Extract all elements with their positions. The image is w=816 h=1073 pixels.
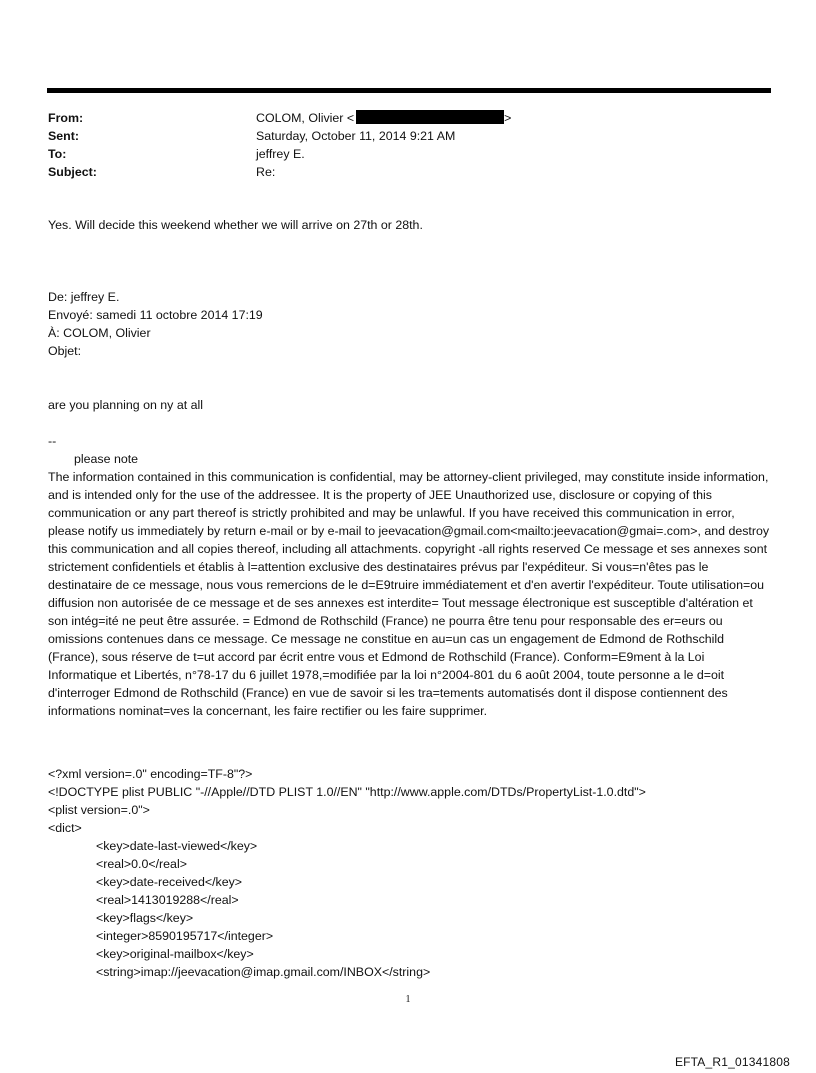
xml-line: <plist version=.0"> [48, 803, 150, 817]
xml-outer-lines [48, 765, 770, 837]
quoted-subject: Objet: [48, 344, 82, 358]
from-value [256, 109, 748, 127]
xml-inner-line: <integer>8590195717</integer> [96, 929, 274, 943]
from-row [48, 109, 748, 127]
please-note: please note [74, 452, 139, 466]
from-close: > [504, 111, 512, 125]
sent-row [48, 127, 748, 145]
email-header [48, 109, 748, 181]
header-rule [47, 88, 771, 93]
xml-inner-line: <real>0.0</real> [96, 857, 187, 871]
sent-value: Saturday, October 11, 2014 9:21 AM [256, 129, 456, 143]
quoted-from: De: jeffrey E. [48, 290, 120, 304]
original-text: are you planning on ny at all [48, 398, 203, 412]
signature-separator: -- [48, 434, 57, 448]
bates-number: EFTA_R1_01341808 [674, 1055, 790, 1069]
from-label: From: [48, 111, 84, 125]
quoted-header [48, 288, 770, 360]
xml-inner-line: <key>flags</key> [96, 911, 194, 925]
to-label: To: [48, 147, 67, 161]
to-value: jeffrey E. [256, 147, 305, 161]
reply-text: Yes. Will decide this weekend whether we will arrive on 27th or 28th. [48, 218, 423, 232]
xml-inner-lines [48, 837, 770, 981]
redaction-box [356, 110, 504, 124]
page-number: 1 [405, 994, 411, 1005]
xml-line: <dict> [48, 821, 82, 835]
xml-inner-line: <real>1413019288</real> [96, 893, 239, 907]
xml-line: <!DOCTYPE plist PUBLIC "-//Apple//DTD PLIST 1.0//EN" "http://www.apple.com/DTDs/PropertyList-1.0.dtd"> [48, 785, 646, 799]
to-row [48, 145, 748, 163]
xml-inner-line: <key>original-mailbox</key> [96, 947, 254, 961]
sent-label: Sent: [48, 129, 79, 143]
from-name: COLOM, Olivier < [256, 111, 355, 125]
quoted-to: À: COLOM, Olivier [48, 326, 151, 340]
quoted-sent: Envoyé: samedi 11 octobre 2014 17:19 [48, 308, 263, 322]
subject-label: Subject: [48, 165, 97, 179]
xml-line: <?xml version=.0" encoding=TF-8"?> [48, 767, 253, 781]
signature [48, 432, 770, 720]
xml-inner-line: <key>date-received</key> [96, 875, 243, 889]
subject-row [48, 163, 748, 181]
reply-body [48, 216, 770, 234]
subject-value: Re: [256, 165, 276, 179]
disclaimer-text: The information contained in this communication is confidential, may be attorney-client privileged, may constitute inside information, and is intended only for the use of the addressee. It is the property of JEE Unauthorized use, disclosure or copying of this communication or any part thereof is strictly prohibited and may be unlawful. If you have received this communication in error, please notify us immediately by return e-mail or by e-mail to jeevacation@gmail.com<mailto:jeevacation@gmai=.com>, and destroy this communication and all copies thereof, including all attachments. copyright -all rights reserved Ce message et ses annexes sont strictement confidentiels et établis à l=attention exclusive des destinataires prévus par l'expéditeur. Si vous=n'êtes pas le destinataire de ce message, nous vous remercions de le d=E9truire immédiatement et d'en avertir l'expéditeur. Toute utilisation=ou diffusion non autorisée de ce message et de ses annexes est interdite= Tout message électronique est susceptible d'altération et son intég=ité ne peut être assurée. = Edmond de Rothschild (France) ne pourra être tenu pour responsable des er=eurs ou omissions contenues dans ce message. Ce message ne constitue en au=un cas un engagement de Edmond de Rothschild (France), sous réserve de t=ut accord par écrit entre vous et Edmond de Rothschild (France). Conform=E9ment à la Loi Informatique et Libertés, n°78-17 du 6 juillet 1978,=modifiée par la loi n°2004-801 du 6 août 2004, toute personne a le d=oit d'interroger Edmond de Rothschild (France) en vue de savoir si les tra=tements automatisés dont il dispose contiennent des informations nominat=ves la concernant, les faire rectifier ou les faire supprimer. [48, 470, 770, 718]
xml-inner-line: <string>imap://jeevacation@imap.gmail.com/INBOX</string> [96, 965, 431, 979]
xml-plist [48, 765, 770, 981]
original-body [48, 396, 770, 414]
xml-inner-line: <key>date-last-viewed</key> [96, 839, 258, 853]
